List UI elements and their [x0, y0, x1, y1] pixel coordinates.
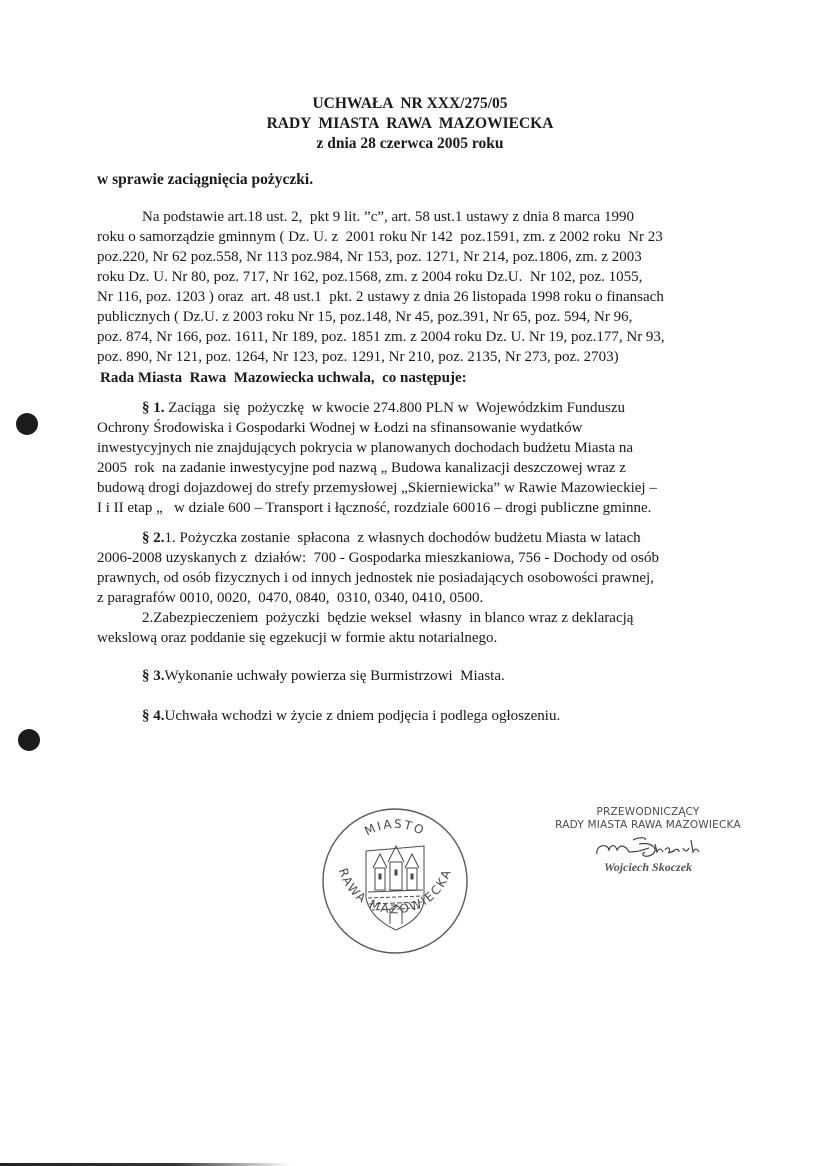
handwritten-signature-icon [593, 834, 703, 860]
paragraph-line: z paragrafów 0010, 0020, 0470, 0840, 0310, 0340, 0410, 0500. [97, 590, 484, 606]
seal-top-text-path: MIASTO [362, 816, 428, 839]
council-decision-statement: Rada Miasta Rawa Mazowiecka uchwala, co następuje: [100, 370, 467, 386]
paragraph-line [97, 528, 797, 548]
signatory-title: PRZEWODNICZĄCY [596, 806, 700, 818]
paragraph-line: budową drogi dojazdowej do strefy przemysłowej „Skierniewicka” w Rawie Mazowieckiej – [97, 480, 657, 496]
paragraph-mark: § 2. [142, 530, 165, 546]
preamble-line: Na podstawie art.18 ust. 2, pkt 9 lit. ”c”, art. 58 ust.1 ustawy z dnia 8 marca 1990 [97, 209, 634, 225]
city-seal-stamp [320, 806, 470, 956]
preamble-line: Nr 116, poz. 1203 ) oraz art. 48 ust.1 pkt. 2 ustawy z dnia 26 listopada 1998 roku o finansach [97, 289, 664, 305]
coat-of-arms-icon [366, 846, 424, 930]
paragraph-text: Uchwała wchodzi w życie z dniem podjęcia i podlega ogłoszeniu. [164, 708, 561, 724]
paragraph-mark: § 3. [142, 668, 165, 684]
signatory-name: Wojciech Skoczek [603, 860, 693, 874]
seal-bottom-text-path: RAWA MAZOWIECKA [335, 866, 455, 917]
seal-top-text [362, 817, 427, 838]
preamble-line: poz.220, Nr 62 poz.558, Nr 113 poz.984, Nr 153, poz. 1271, Nr 214, poz.1806, zm. z 2003 [97, 249, 642, 265]
paragraph-text: Zaciąga się pożyczkę w kwocie 274.800 PLN w Wojewódzkim Funduszu [164, 400, 625, 416]
paragraph-line: 2006-2008 uzyskanych z działów: 700 - Gospodarka mieszkaniowa, 756 - Dochody od osób [97, 550, 659, 566]
resolution-date: z dnia 28 czerwca 2005 roku [316, 135, 504, 152]
paragraph-line [97, 706, 797, 726]
paragraph-text: Wykonanie uchwały powierza się Burmistrzowi Miasta. [164, 668, 505, 684]
paragraph-line: 2005 rok na zadanie inwestycyjne pod nazwą „ Budowa kanalizacji deszczowej wraz z [97, 460, 626, 476]
legal-basis-preamble [97, 207, 797, 367]
paragraph-1 [97, 398, 797, 518]
paragraph-text: 1. Pożyczka zostanie spłacona z własnych dochodów budżetu Miasta w latach [164, 530, 641, 546]
paragraph-mark: § 1. [142, 400, 165, 416]
resolution-number: UCHWAŁA NR XXX/275/05 [312, 95, 508, 112]
paragraph-mark: § 4. [142, 708, 165, 724]
council-name: RADY MIASTA RAWA MAZOWIECKA [266, 115, 554, 132]
paragraph-3 [97, 666, 797, 686]
punch-hole [16, 413, 38, 435]
paragraph-line: I i II etap „ w dziale 600 – Transport i łączność, rozdziale 60016 – drogi publiczne gminne. [97, 500, 652, 516]
paragraph-4 [97, 706, 797, 726]
signature-block [548, 806, 748, 875]
preamble-line: roku Dz. U. Nr 80, poz. 717, Nr 162, poz.1568, zm. z 2004 roku Dz.U. Nr 102, poz. 1055, [97, 269, 643, 285]
signatory-council: RADY MIASTA RAWA MAZOWIECKA [555, 819, 741, 831]
preamble-line: poz. 874, Nr 166, poz. 1611, Nr 189, poz. 1851 zm. z 2004 roku Dz. U. Nr 19, poz.177, Nr 93, [97, 329, 665, 345]
paragraph-line: wekslową oraz poddanie się egzekucji w formie aktu notarialnego. [97, 630, 498, 646]
paragraph-line: Ochrony Środowiska i Gospodarki Wodnej w Łodzi na sfinansowanie wydatków [97, 420, 583, 436]
paragraph-line: inwestycyjnych nie znajdujących pokrycia w planowanych dochodach budżetu Miasta na [97, 440, 634, 456]
punch-hole [18, 729, 40, 751]
preamble-line: publicznych ( Dz.U. z 2003 roku Nr 15, poz.148, Nr 45, poz.391, Nr 65, poz. 594, Nr 96, [97, 309, 633, 325]
resolution-header [0, 94, 820, 154]
preamble-line: poz. 890, Nr 121, poz. 1264, Nr 123, poz. 1291, Nr 210, poz. 2135, Nr 273, poz. 2703) [97, 349, 619, 365]
paragraph-line: 2.Zabezpieczeniem pożyczki będzie weksel własny in blanco wraz z deklaracją [97, 610, 634, 626]
paragraph-line [97, 398, 797, 418]
paragraph-line: prawnych, od osób fizycznych i od innych jednostek nie posiadających osobowości prawnej, [97, 570, 654, 586]
preamble-line: roku o samorządzie gminnym ( Dz. U. z 2001 roku Nr 142 poz.1591, zm. z 2002 roku Nr 23 [97, 229, 663, 245]
paragraph-2 [97, 528, 797, 648]
resolution-subject: w sprawie zaciągnięcia pożyczki. [97, 171, 314, 188]
paragraph-line [97, 666, 797, 686]
